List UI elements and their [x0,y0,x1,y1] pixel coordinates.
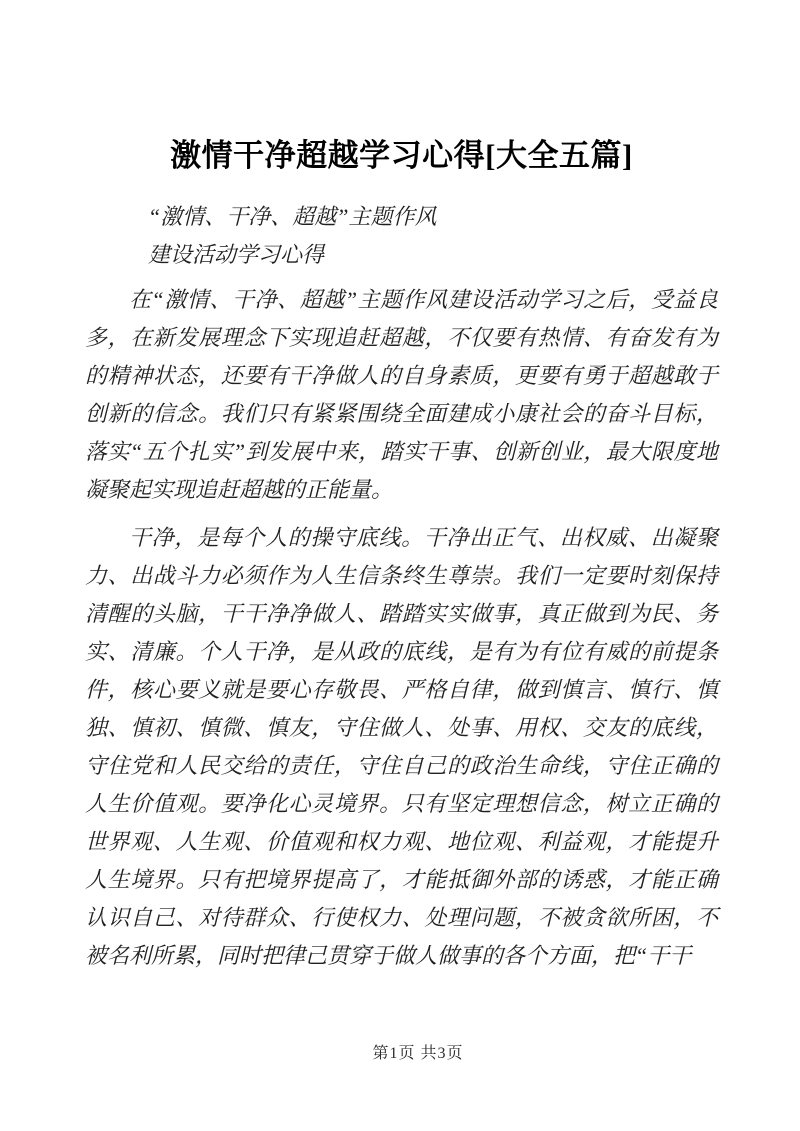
body-paragraph-2: 干净，是每个人的操守底线。干净出正气、出权威、出凝聚力、出战斗力必须作为人生信条终生尊崇。我们一定要时刻保持清醒的头脑，干干净净做人、踏踏实实做事，真正做到为民、务实、清廉。个人干净，是从政的底线，是有为有位有威的前提条件，核心要义就是要心存敬畏、严格自律，做到慎言、慎行、慎独、慎初、慎微、慎友，守住做人、处事、用权、交友的底线，守住党和人民交给的责任，守住自己的政治生命线，守住正确的人生价值观。要净化心灵境界。只有坚定理想信念，树立正确的世界观、人生观、价值观和权力观、地位观、利益观，才能提升人生境界。只有把境界提高了，才能抵御外部的诱惑，才能正确认识自己、对待群众、行使权力、处理问题，不被贪欲所困，不被名利所累，同时把律己贯穿于做人做事的各个方面，把“干干 [85,524,718,968]
body-paragraph-1: 在“激情、干净、超越”主题作风建设活动学习之后，受益良多，在新发展理念下实现追赶超越，不仅要有热情、有奋发有为的精神状态，还要有干净做人的自身素质，更要有勇于超越敢于创新的信念。我们只有紧紧围绕全面建成小康社会的奋斗目标，落实“五个扎实”到发展中来，踏实干事、创新创业，最大限度地凝聚起实现追赶超越的正能量。 [85,286,718,502]
document-title: 激情干净超越学习心得[大全五篇] [170,138,633,173]
subtitle-line-2: 建设活动学习心得 [148,241,325,267]
page-number-footer: 第1页 共3页 [372,1045,464,1062]
subtitle-line-1: “激情、干净、超越”主题作风 [148,203,437,229]
